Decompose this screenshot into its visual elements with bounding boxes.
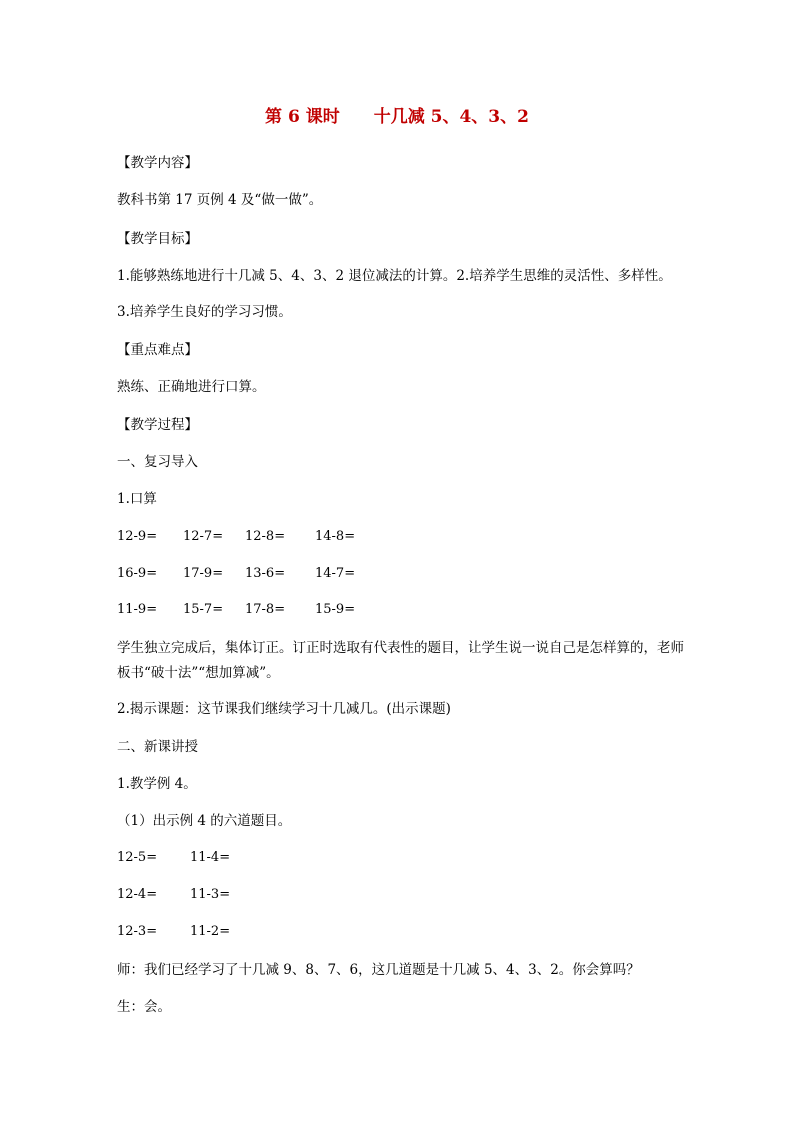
key-points-text: 熟练、正确地进行口算。	[117, 379, 266, 395]
section-heading-process: 【教学过程】	[117, 417, 198, 433]
lesson-title: 第 6 课时 十几减 5、4、3、2	[265, 107, 529, 127]
example-item: 11-4=	[190, 850, 231, 865]
calc-row	[117, 600, 355, 620]
process-part-1: 一、复习导入	[117, 454, 198, 470]
content-text: 教科书第 17 页例 4 及“做一做”。	[117, 192, 323, 208]
oral-calc-heading: 1.口算	[117, 491, 157, 507]
calc-item: 17-8=	[245, 602, 286, 617]
calc-item: 12-9=	[117, 529, 158, 544]
objectives-text-1: 1.能够熟练地进行十几减 5、4、3、2 退位减法的计算。2.培养学生思维的灵活性、多样性。	[117, 268, 672, 284]
section-heading-objectives: 【教学目标】	[117, 231, 198, 247]
example-item: 12-3=	[117, 924, 158, 939]
teacher-dialogue: 师：我们已经学习了十几减 9、8、7、6，这几道题是十几减 5、4、3、2。你会算吗？	[117, 962, 640, 978]
example-row	[117, 885, 230, 905]
example-item: 12-5=	[117, 850, 158, 865]
calc-item: 11-9=	[117, 602, 158, 617]
calc-item: 15-7=	[183, 602, 224, 617]
reveal-topic-text: 2.揭示课题：这节课我们继续学习十几减几。(出示课题)	[117, 701, 451, 717]
calc-item: 14-7=	[315, 566, 356, 581]
process-part-2: 二、新课讲授	[117, 739, 198, 755]
example-4-step-1: （1）出示例 4 的六道题目。	[117, 813, 292, 829]
calc-item: 15-9=	[315, 602, 356, 617]
section-heading-key-points: 【重点难点】	[117, 342, 198, 358]
example-row	[117, 848, 230, 868]
example-row	[117, 922, 230, 942]
calc-item: 17-9=	[183, 566, 224, 581]
calc-row	[117, 527, 355, 547]
objectives-text-2: 3.培养学生良好的学习习惯。	[117, 304, 292, 320]
correction-paragraph: 学生独立完成后，集体订正。订正时选取有代表性的题目，让学生说一说自己是怎样算的，老师板书“破十法”“想加算减”。	[117, 640, 684, 681]
calc-item: 13-6=	[245, 566, 286, 581]
section-heading-content: 【教学内容】	[117, 155, 198, 171]
calc-item: 12-7=	[183, 529, 224, 544]
calc-item: 14-8=	[315, 529, 356, 544]
example-item: 11-3=	[190, 887, 231, 902]
student-dialogue: 生：会。	[117, 999, 171, 1015]
calc-item: 16-9=	[117, 566, 158, 581]
calc-row	[117, 564, 355, 584]
example-4-heading: 1.教学例 4。	[117, 776, 197, 792]
example-item: 12-4=	[117, 887, 158, 902]
calc-item: 12-8=	[245, 529, 286, 544]
example-item: 11-2=	[190, 924, 231, 939]
